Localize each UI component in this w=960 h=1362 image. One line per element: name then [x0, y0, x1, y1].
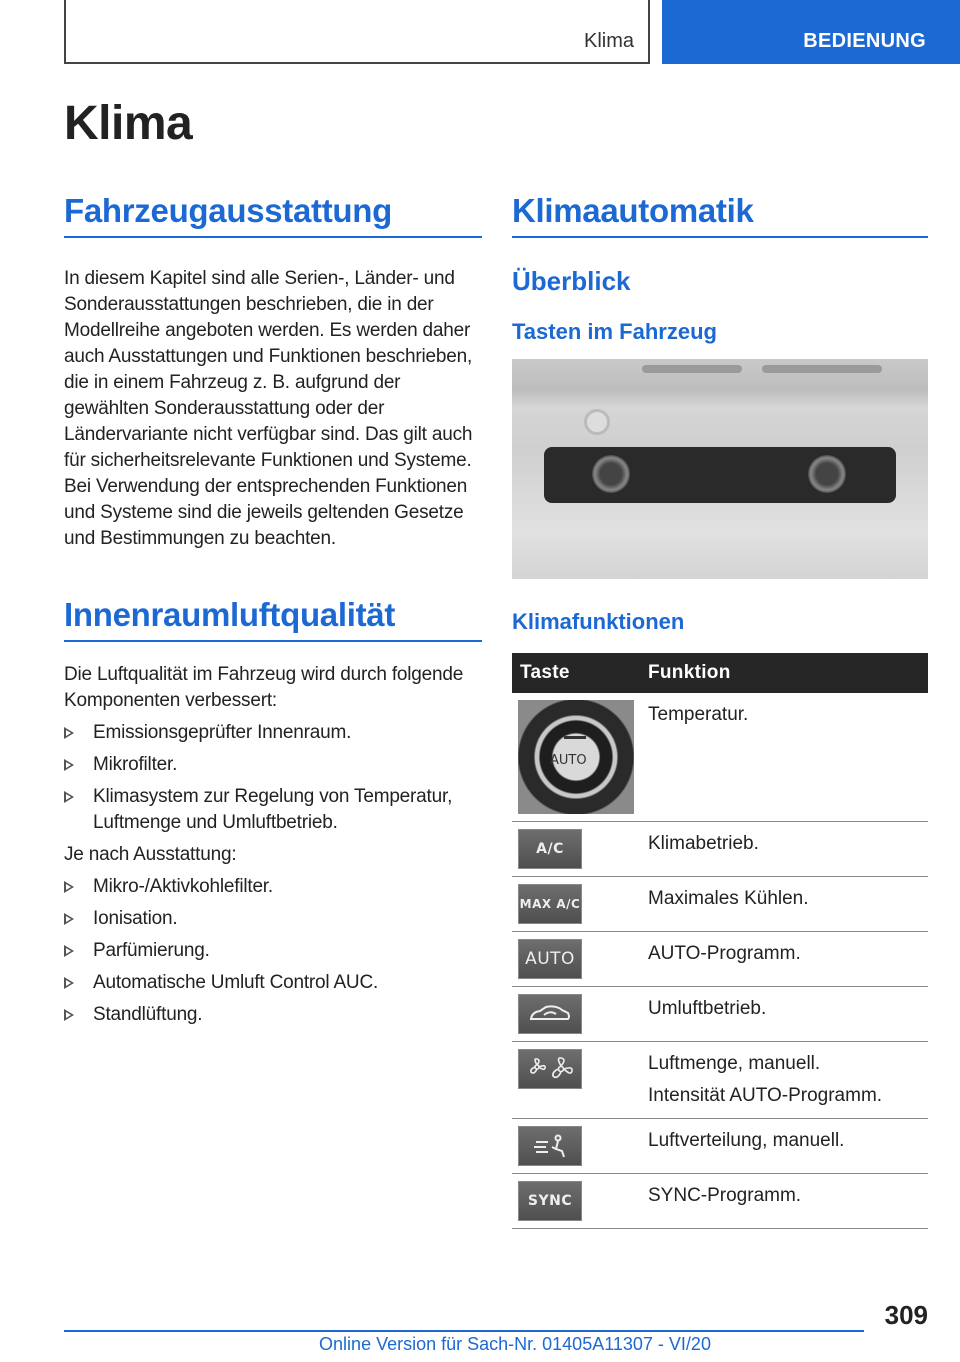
- heading-klimafunktionen: Klimafunktionen: [512, 609, 685, 634]
- list-item: Automatische Umluft Control AUC.: [64, 970, 482, 996]
- bullet-triangle-icon: [64, 1009, 74, 1021]
- air-vent: [642, 365, 742, 373]
- bullet-triangle-icon: [64, 881, 74, 893]
- table-row: SYNC SYNC-Programm.: [512, 1174, 928, 1229]
- max-ac-button-icon: MAX A/C: [518, 884, 582, 924]
- air-vent: [762, 365, 882, 373]
- bullet-triangle-icon: [64, 791, 74, 803]
- audio-knob: [584, 409, 610, 435]
- component-list: [64, 720, 482, 836]
- recirculation-button-icon: [518, 994, 582, 1034]
- column-header-taste: Taste: [512, 653, 640, 693]
- heading-klimaautomatik: Klimaautomatik: [512, 192, 928, 238]
- right-column: [512, 192, 928, 1229]
- table-header-row: [512, 653, 928, 693]
- header-section-box: [64, 0, 650, 64]
- column-header-funktion: Funktion: [640, 653, 928, 693]
- list-item: Klimasystem zur Regelung von Temperatur, Luftmenge und Umluftbetrieb.: [64, 784, 482, 836]
- bullet-triangle-icon: [64, 727, 74, 739]
- table-row: Umluftbetrieb.: [512, 987, 928, 1042]
- temperature-knob-icon: AUTO: [518, 700, 634, 814]
- air-distribution-button-icon: [518, 1126, 582, 1166]
- climate-functions-table: [512, 653, 928, 1229]
- page-title: Klima: [64, 97, 193, 150]
- list-item: Mikro-/Aktivkohlefilter.: [64, 874, 482, 900]
- ausstattung-text: Je nach Ausstattung:: [64, 844, 237, 865]
- list-item: Mikrofilter.: [64, 752, 482, 778]
- list-item: Ionisation.: [64, 906, 482, 932]
- heading-innenraumluftqualitaet: Innenraumluftqualität: [64, 596, 482, 642]
- list-item: Standlüftung.: [64, 1002, 482, 1028]
- list-item: Parfümierung.: [64, 938, 482, 964]
- bullet-triangle-icon: [64, 913, 74, 925]
- left-column: [64, 192, 482, 1028]
- right-temperature-knob: [808, 455, 846, 493]
- table-row: Luftverteilung, manuell.: [512, 1119, 928, 1174]
- climate-panel-photo: [512, 359, 928, 579]
- table-row: A/C Klimabetrieb.: [512, 822, 928, 877]
- auto-button-icon: AUTO: [518, 939, 582, 979]
- table-row: Luftmenge, manuell. Intensität AUTO-Programm.: [512, 1042, 928, 1119]
- list-item: Emissionsgeprüfter Innenraum.: [64, 720, 482, 746]
- table-row: AUTO Temperatur.: [512, 693, 928, 822]
- heading-ueberblick: Überblick: [512, 266, 631, 296]
- header-section-title: Klima: [583, 30, 634, 52]
- footer-divider: [64, 1330, 864, 1332]
- header-chapter-tab[interactable]: [662, 0, 960, 64]
- page-number: 309: [884, 1300, 928, 1330]
- heading-fahrzeugausstattung: Fahrzeugausstattung: [64, 192, 482, 238]
- sync-button-icon: SYNC: [518, 1181, 582, 1221]
- ac-button-icon: A/C: [518, 829, 582, 869]
- luftqualitaet-text: Die Luftqualität im Fahrzeug wird durch folgende Komponenten verbessert:: [64, 664, 464, 711]
- footer-text: Online Version für Sach-Nr. 01405A11307 - VI/20: [319, 1334, 711, 1354]
- header-chapter-title: BEDIENUNG: [803, 30, 926, 52]
- fan-button-icon: [518, 1049, 582, 1089]
- table-row: MAX A/C Maximales Kühlen.: [512, 877, 928, 932]
- bullet-triangle-icon: [64, 977, 74, 989]
- bullet-triangle-icon: [64, 945, 74, 957]
- bullet-triangle-icon: [64, 759, 74, 771]
- table-row: AUTO AUTO-Programm.: [512, 932, 928, 987]
- optional-list: [64, 874, 482, 1028]
- heading-tasten-im-fahrzeug: Tasten im Fahrzeug: [512, 319, 717, 344]
- fahrzeugausstattung-text: In diesem Kapitel sind alle Serien-, Länder- und Sonderausstattungen beschrieben, die in der Modellreihe angeboten werden. Es werden daher auch Ausstattungen und Funktionen beschrieben, die in einem Fahrzeug z. B. aufgrund der gewählten Sonderausstattung oder der Ländervariante nicht verfügbar sind. Das gilt auch für sicherheitsrelevante Funktionen und Systeme. Bei Verwendung der entsprechenden Funktionen und Systeme sind die jeweils geltenden Gesetze und Bestimmungen zu beachten.: [64, 268, 473, 549]
- left-temperature-knob: [592, 455, 630, 493]
